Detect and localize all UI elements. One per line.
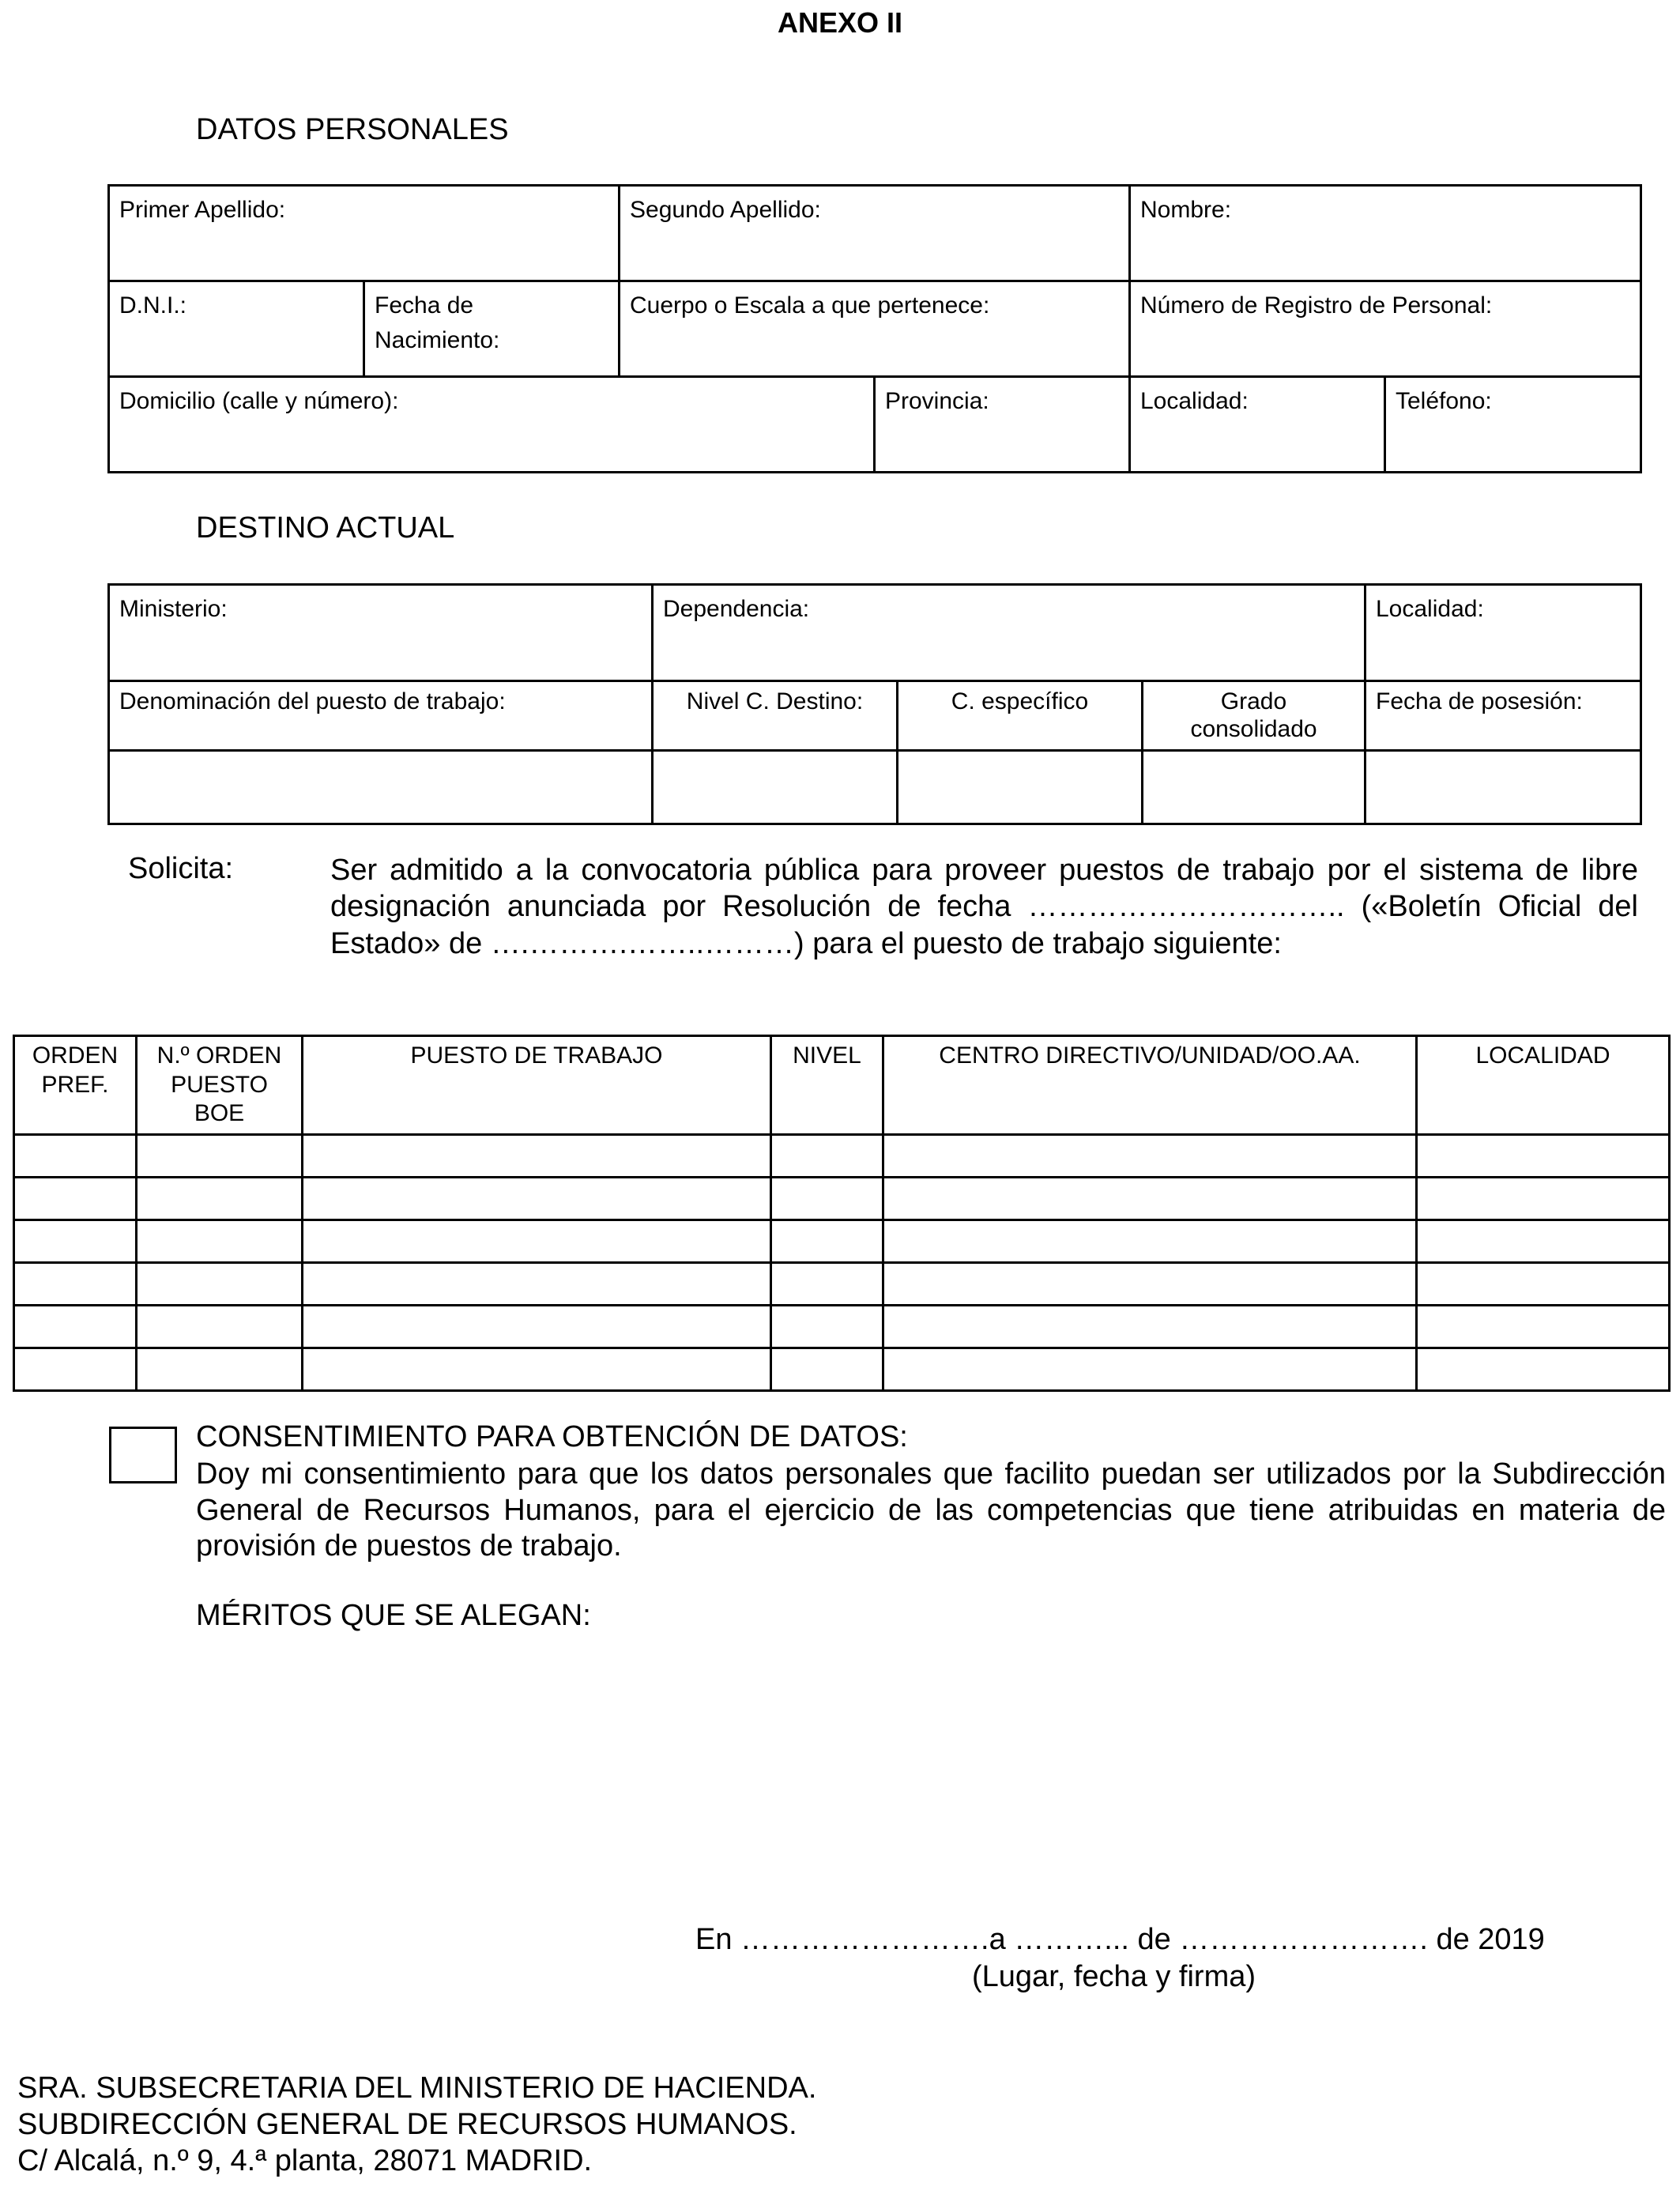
table-cell[interactable] [137,1348,303,1390]
table-cell[interactable] [1417,1177,1670,1220]
table-cell[interactable] [303,1134,771,1177]
address-line-2: SUBDIRECCIÓN GENERAL DE RECURSOS HUMANOS. [17,2108,797,2141]
col-header-orden-boe: N.º ORDEN PUESTO BOE [137,1036,303,1135]
grado-input[interactable] [1143,751,1365,824]
telefono-field[interactable]: Teléfono: [1385,377,1641,473]
denominacion-label: Denominación del puesto de trabajo: [109,681,653,751]
provincia-field[interactable]: Provincia: [875,377,1130,473]
table-cell[interactable] [303,1220,771,1262]
table-cell[interactable] [883,1177,1417,1220]
table-cell[interactable] [883,1134,1417,1177]
table-row [14,1220,1670,1262]
puestos-table [13,1035,1671,1392]
table-cell[interactable] [771,1305,883,1348]
domicilio-field[interactable]: Domicilio (calle y número): [109,377,875,473]
cuerpo-escala-field[interactable]: Cuerpo o Escala a que pertenece: [620,281,1130,377]
table-cell[interactable] [14,1177,137,1220]
table-row [14,1134,1670,1177]
denominacion-input[interactable] [109,751,653,824]
table-cell[interactable] [303,1177,771,1220]
localidad-field[interactable]: Localidad: [1130,377,1385,473]
table-cell[interactable] [771,1220,883,1262]
puestos-header-row [14,1036,1670,1135]
col-header-localidad: LOCALIDAD [1417,1036,1670,1135]
col-header-nivel: NIVEL [771,1036,883,1135]
segundo-apellido-field[interactable]: Segundo Apellido: [620,186,1130,281]
dni-field[interactable]: D.N.I.: [109,281,364,377]
ministerio-field[interactable]: Ministerio: [109,585,653,681]
table-cell[interactable] [303,1348,771,1390]
registro-personal-field[interactable]: Número de Registro de Personal: [1130,281,1641,377]
consent-checkbox[interactable] [109,1427,177,1483]
table-cell[interactable] [1417,1262,1670,1305]
table-cell[interactable] [14,1348,137,1390]
table-cell[interactable] [1417,1305,1670,1348]
table-cell[interactable] [137,1134,303,1177]
solicita-text: Ser admitido a la convocatoria pública para proveer puestos de trabajo por el sistema de libre designación anunciada por Resolución de fecha ………………………….. («Boletín Oficial del Estado» de ….……….……..………) para el puesto de trabajo siguiente: [330,854,1638,960]
table-row [14,1262,1670,1305]
table-cell[interactable] [883,1220,1417,1262]
address-line-1: SRA. SUBSECRETARIA DEL MINISTERIO DE HACIENDA. [17,2071,817,2105]
meritos-heading: MÉRITOS QUE SE ALEGAN: [196,1599,591,1632]
col-header-orden-pref: ORDEN PREF. [14,1036,137,1135]
table-cell[interactable] [137,1305,303,1348]
table-cell[interactable] [1417,1134,1670,1177]
destino-actual-heading: DESTINO ACTUAL [196,511,455,545]
table-cell[interactable] [771,1134,883,1177]
fecha-posesion-input[interactable] [1365,751,1641,824]
table-cell[interactable] [14,1262,137,1305]
table-cell[interactable] [1417,1348,1670,1390]
fecha-nacimiento-field[interactable]: Fecha de Nacimiento: [364,281,620,377]
col-header-puesto: PUESTO DE TRABAJO [303,1036,771,1135]
table-row [14,1177,1670,1220]
table-cell[interactable] [883,1262,1417,1305]
table-cell[interactable] [1417,1220,1670,1262]
localidad-destino-field[interactable]: Localidad: [1365,585,1641,681]
table-row [14,1348,1670,1390]
lugar-fecha-line[interactable]: En …………………….a ………... de ……………………. de 2019 [695,1923,1545,1956]
primer-apellido-field[interactable]: Primer Apellido: [109,186,620,281]
page-title: ANEXO II [777,6,903,39]
table-cell[interactable] [883,1305,1417,1348]
table-cell[interactable] [883,1348,1417,1390]
table-cell[interactable] [771,1348,883,1390]
solicita-label: Solicita: [128,852,234,885]
fecha-posesion-label: Fecha de posesión: [1365,681,1641,751]
datos-personales-heading: DATOS PERSONALES [196,113,509,146]
especifico-input[interactable] [898,751,1143,824]
grado-label: Grado consolidado [1143,681,1365,751]
col-header-centro: CENTRO DIRECTIVO/UNIDAD/OO.AA. [883,1036,1417,1135]
table-cell[interactable] [303,1262,771,1305]
table-cell[interactable] [303,1305,771,1348]
nombre-field[interactable]: Nombre: [1130,186,1641,281]
nivel-input[interactable] [653,751,898,824]
especifico-label: C. específico [898,681,1143,751]
nivel-label: Nivel C. Destino: [653,681,898,751]
table-cell[interactable] [14,1305,137,1348]
table-row [14,1305,1670,1348]
table-cell[interactable] [137,1177,303,1220]
table-cell[interactable] [771,1262,883,1305]
lugar-fecha-caption: (Lugar, fecha y firma) [972,1960,1256,1993]
table-cell[interactable] [137,1262,303,1305]
table-cell[interactable] [137,1220,303,1262]
table-cell[interactable] [14,1134,137,1177]
table-cell[interactable] [14,1220,137,1262]
table-cell[interactable] [771,1177,883,1220]
destino-actual-table [107,583,1642,825]
consent-title: CONSENTIMIENTO PARA OBTENCIÓN DE DATOS: [196,1420,908,1453]
dependencia-field[interactable]: Dependencia: [653,585,1365,681]
consent-text: Doy mi consentimiento para que los datos personales que facilito puedan ser utilizados por la Subdirección General de Recursos Humanos, para el ejercicio de las competencias que tiene atribuidas en materia de provisión de puestos de trabajo. [196,1457,1666,1563]
address-line-3: C/ Alcalá, n.º 9, 4.ª planta, 28071 MADRID. [17,2144,593,2177]
datos-personales-table [107,184,1642,473]
